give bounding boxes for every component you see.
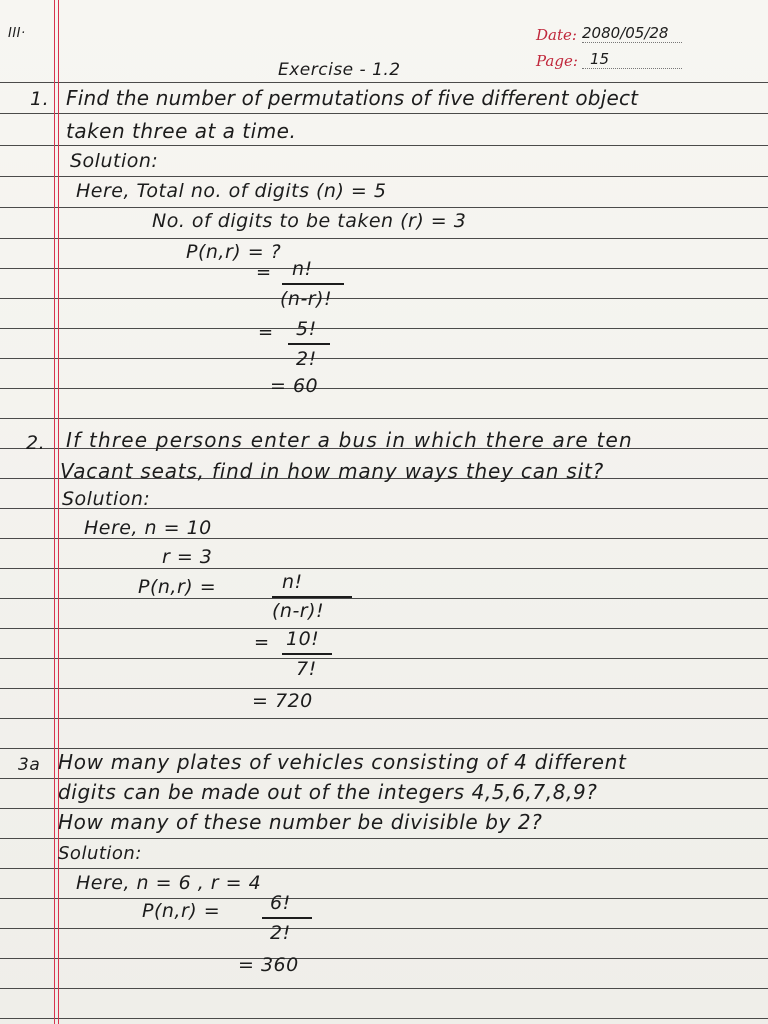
q3-step-num: 6! xyxy=(270,892,291,914)
q2-text-line2: Vacant seats, find in how many ways they can sit? xyxy=(60,459,605,483)
date-label: Date: xyxy=(536,26,577,44)
q1-step-formula: P(n,r) = ? xyxy=(186,241,282,263)
q1-step-eq1: = xyxy=(256,262,272,283)
q1-text-line2: taken three at a time. xyxy=(66,119,297,143)
q2-step-eq2: = xyxy=(254,632,270,653)
q1-text-line1: Find the number of permutations of five different object xyxy=(66,86,639,110)
q2-step-formula: P(n,r) = xyxy=(138,576,217,598)
exercise-title: Exercise - 1.2 xyxy=(278,60,401,80)
q2-fraction-bar-1 xyxy=(272,596,352,598)
q3-step-formula: P(n,r) = xyxy=(142,900,221,922)
corner-mark: III· xyxy=(8,26,26,41)
q2-step-r: r = 3 xyxy=(162,546,213,568)
q1-step-total: Here, Total no. of digits (n) = 5 xyxy=(76,180,387,202)
date-value: 2080/05/28 xyxy=(582,24,682,43)
q2-fraction-bar-2 xyxy=(282,653,332,655)
q2-step-den1: (n-r)! xyxy=(272,600,325,622)
q3-text-line2: digits can be made out of the integers 4,5,6,7,8,9? xyxy=(58,780,598,804)
q1-step-eq2: = xyxy=(258,322,274,343)
q1-step-taken: No. of digits to be taken (r) = 3 xyxy=(152,210,467,232)
q2-solution-label: Solution: xyxy=(62,488,151,510)
q2-text-line1: If three persons enter a bus in which there are ten xyxy=(66,428,633,452)
q1-step-num1: n! xyxy=(292,258,313,280)
q3-fraction-bar xyxy=(262,917,312,919)
q3-number: 3a xyxy=(18,755,41,775)
page-label: Page: xyxy=(536,52,578,70)
q1-fraction-bar-2 xyxy=(288,343,330,345)
q1-step-den2: 2! xyxy=(296,348,317,370)
q2-step-num2: 10! xyxy=(286,628,320,650)
q2-answer: = 720 xyxy=(252,690,313,712)
q3-step-n-r: Here, n = 6 , r = 4 xyxy=(76,872,262,894)
q1-fraction-bar-1 xyxy=(282,283,344,285)
q1-step-den1: (n-r)! xyxy=(280,288,333,310)
q3-step-den: 2! xyxy=(270,922,291,944)
q1-solution-label: Solution: xyxy=(70,150,159,172)
q3-solution-label: Solution: xyxy=(58,843,142,864)
q1-answer: = 60 xyxy=(270,375,319,397)
q2-step-den2: 7! xyxy=(296,658,317,680)
q1-number: 1. xyxy=(30,88,50,110)
q1-step-num2: 5! xyxy=(296,318,317,340)
q2-step-num1: n! xyxy=(282,571,303,593)
q2-step-n: Here, n = 10 xyxy=(84,517,212,539)
q3-text-line3: How many of these number be divisible by 2? xyxy=(58,810,543,834)
q3-text-line1: How many plates of vehicles consisting of 4 different xyxy=(58,750,627,774)
q3-answer: = 360 xyxy=(238,954,299,976)
margin-line-right xyxy=(58,0,59,1024)
page-value: 15 xyxy=(582,50,682,69)
q2-number: 2. xyxy=(26,432,46,454)
margin-line-left xyxy=(54,0,55,1024)
